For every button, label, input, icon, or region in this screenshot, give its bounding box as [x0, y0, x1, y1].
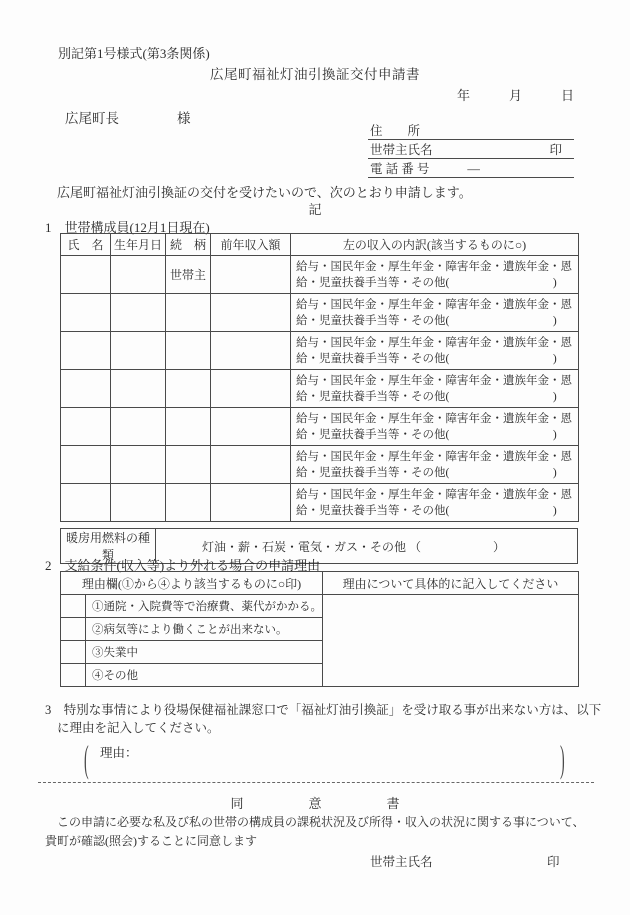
circle-mark-cell	[61, 618, 86, 641]
addressee-name: 広尾町長	[65, 111, 119, 126]
table-row	[61, 370, 579, 408]
relation-cell	[166, 370, 211, 408]
reason-option: ③失業中	[86, 641, 323, 664]
reason-bracket-open-icon: (	[84, 742, 89, 783]
fuel-options: 灯油・薪・石炭・電気・ガス・その他 （ ）	[156, 529, 578, 564]
special-reason-label: 理由：	[100, 746, 138, 760]
form-number: 別記第1号様式(第3条関係)	[58, 46, 210, 61]
section3-heading	[45, 701, 601, 737]
phone-row	[368, 159, 574, 178]
addressee-honorific: 様	[177, 111, 191, 126]
householder-row	[368, 140, 574, 159]
table-row	[61, 332, 579, 370]
income-detail-cell: 給与・国民年金・厚生年金・障害年金・遺族年金・恩給・児童扶養手当等・その他( )	[291, 256, 579, 294]
relation-cell: 世帯主	[166, 256, 211, 294]
table-row	[61, 294, 579, 332]
birthdate-cell	[111, 332, 166, 370]
income-detail-cell: 給与・国民年金・厚生年金・障害年金・遺族年金・恩給・児童扶養手当等・その他( )	[291, 332, 579, 370]
name-cell	[61, 446, 111, 484]
reason-option: ①通院・入院費等で治療費、薬代がかかる。	[86, 595, 323, 618]
fuel-type-label: 暖房用燃料の種類	[61, 529, 156, 564]
page-title: 広尾町福祉灯油引換証交付申請書	[210, 67, 420, 82]
birthdate-cell	[111, 370, 166, 408]
name-cell	[61, 294, 111, 332]
income-cell	[211, 370, 291, 408]
income-cell	[211, 484, 291, 522]
income-cell	[211, 446, 291, 484]
income-cell	[211, 294, 291, 332]
column-header-income: 前年収入額	[211, 234, 291, 256]
reason-table-header-row	[61, 572, 579, 595]
reason-bracket-close-icon: )	[560, 742, 565, 783]
consent-title: 同 意 書	[230, 796, 400, 811]
income-detail-cell: 給与・国民年金・厚生年金・障害年金・遺族年金・恩給・児童扶養手当等・その他( )	[291, 484, 579, 522]
table-row	[61, 256, 579, 294]
relation-cell	[166, 484, 211, 522]
column-header-income-detail: 左の収入の内訳(該当するものに○)	[291, 234, 579, 256]
dashed-separator	[38, 782, 594, 783]
consent-seal-mark: 印	[547, 855, 560, 869]
birthdate-cell	[111, 256, 166, 294]
reason-detail-entry-cell	[323, 595, 579, 687]
reason-option: ④その他	[86, 664, 323, 687]
income-cell	[211, 332, 291, 370]
circle-mark-cell	[61, 641, 86, 664]
relation-cell	[166, 294, 211, 332]
birthdate-cell	[111, 446, 166, 484]
address-label: 住 所	[370, 124, 421, 138]
addressee-line	[65, 107, 191, 127]
detail-column-header: 理由について具体的に記入してください	[323, 572, 579, 595]
relation-cell	[166, 446, 211, 484]
column-header-name: 氏 名	[61, 234, 111, 256]
section3-heading-line1: 3 特別な事情により役場保健福祉課窓口で「福祉灯油引換証」を受け取る事が出来ない方は、以下	[45, 703, 602, 717]
phone-label: 電 話 番 号	[370, 162, 430, 176]
income-detail-cell: 給与・国民年金・厚生年金・障害年金・遺族年金・恩給・児童扶養手当等・その他( )	[291, 370, 579, 408]
table-row	[61, 408, 579, 446]
contact-block	[368, 121, 574, 178]
intro-text: 広尾町福祉灯油引換証の交付を受けたいので、次のとおり申請します。	[57, 185, 472, 200]
application-reason-table	[60, 571, 579, 687]
income-detail-cell: 給与・国民年金・厚生年金・障害年金・遺族年金・恩給・児童扶養手当等・その他( )	[291, 294, 579, 332]
household-members-table	[60, 233, 579, 522]
income-cell	[211, 256, 291, 294]
table-row	[61, 484, 579, 522]
name-cell	[61, 370, 111, 408]
reason-row	[61, 595, 579, 618]
name-cell	[61, 332, 111, 370]
circle-mark-cell	[61, 595, 86, 618]
reason-option: ②病気等により働くことが出来ない。	[86, 618, 323, 641]
reason-column-header: 理由欄(①から④より該当するものに○印)	[61, 572, 323, 595]
record-marker: 記	[308, 202, 322, 217]
column-header-relation: 続 柄	[166, 234, 211, 256]
householder-seal-mark: 印	[549, 143, 562, 157]
table-header-row	[61, 234, 579, 256]
householder-label: 世帯主氏名	[370, 143, 433, 157]
date-line: 年 月 日	[456, 88, 574, 103]
birthdate-cell	[111, 294, 166, 332]
birthdate-cell	[111, 408, 166, 446]
circle-mark-cell	[61, 664, 86, 687]
consent-body-line1: この申請に必要な私及び私の世帯の構成員の課税状況及び所得・収入の状況に関する事について、	[45, 815, 585, 829]
income-detail-cell: 給与・国民年金・厚生年金・障害年金・遺族年金・恩給・児童扶養手当等・その他( )	[291, 446, 579, 484]
income-cell	[211, 408, 291, 446]
relation-cell	[166, 332, 211, 370]
consent-signer-label: 世帯主氏名	[370, 855, 433, 869]
address-row	[368, 121, 574, 140]
income-detail-cell: 給与・国民年金・厚生年金・障害年金・遺族年金・恩給・児童扶養手当等・その他( )	[291, 408, 579, 446]
consent-body-line2: 貴町が確認(照会)することに同意します	[45, 834, 257, 848]
name-cell	[61, 408, 111, 446]
section2-heading: 2 支給条件(収入等)より外れる場合の申請理由	[45, 558, 321, 573]
column-header-birthdate: 生年月日	[111, 234, 166, 256]
section3-heading-line2: に理由を記入してください。	[57, 721, 220, 735]
name-cell	[61, 256, 111, 294]
table-row	[61, 446, 579, 484]
section1-heading: 1 世帯構成員(12月1日現在)	[45, 220, 210, 235]
phone-separator: ―	[467, 162, 480, 176]
birthdate-cell	[111, 484, 166, 522]
relation-cell	[166, 408, 211, 446]
name-cell	[61, 484, 111, 522]
consent-body	[45, 813, 605, 851]
